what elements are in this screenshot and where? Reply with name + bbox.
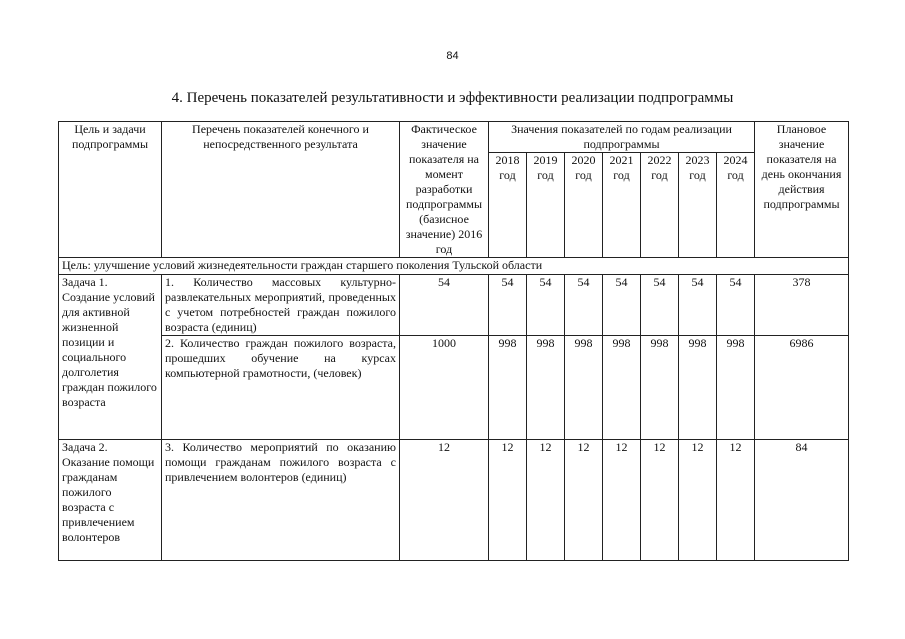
task-2-cell: Задача 2. Оказание помощи гражданам пожилого возраста с привлечением волонтеров	[59, 440, 162, 561]
year-value: 998	[641, 336, 679, 440]
indicator-cell: 1. Количество массовых культурно-развлекательных мероприятий, проведенных с учетом потребностей граждан пожилого возраста (единиц)	[162, 275, 400, 336]
header-years-group: Значения показателей по годам реализации подпрограммы	[489, 122, 755, 153]
year-value: 998	[565, 336, 603, 440]
year-value: 12	[717, 440, 755, 561]
year-value: 54	[603, 275, 641, 336]
year-value: 12	[679, 440, 717, 561]
planned-value: 6986	[755, 336, 849, 440]
year-value: 54	[565, 275, 603, 336]
year-value: 998	[527, 336, 565, 440]
year-value: 998	[603, 336, 641, 440]
year-value: 12	[565, 440, 603, 561]
header-year: 2020 год	[565, 153, 603, 258]
planned-value: 378	[755, 275, 849, 336]
indicators-table	[58, 121, 849, 561]
table-row	[59, 275, 849, 336]
actual-value: 54	[400, 275, 489, 336]
year-value: 12	[527, 440, 565, 561]
header-planned: Плановое значение показателя на день окончания действия подпрограммы	[755, 122, 849, 258]
year-value: 12	[489, 440, 527, 561]
page-number: 84	[446, 50, 459, 62]
indicator-cell: 2. Количество граждан пожилого возраста, прошедших обучение на курсах компьютерной грамотности, (человек)	[162, 336, 400, 440]
planned-value: 84	[755, 440, 849, 561]
indicator-cell: 3. Количество мероприятий по оказанию помощи гражданам пожилого возраста с привлечением волонтеров (единиц)	[162, 440, 400, 561]
header-year: 2023 год	[679, 153, 717, 258]
header-year: 2021 год	[603, 153, 641, 258]
goal-row: Цель: улучшение условий жизнедеятельности граждан старшего поколения Тульской области	[59, 258, 849, 275]
year-value: 54	[489, 275, 527, 336]
table-row	[59, 336, 849, 440]
header-indicators: Перечень показателей конечного и непосредственного результата	[162, 122, 400, 258]
year-value: 54	[641, 275, 679, 336]
section-title: 4. Перечень показателей результативности и эффективности реализации подпрограммы	[171, 90, 734, 106]
year-value: 54	[679, 275, 717, 336]
header-goal: Цель и задачи подпрограммы	[59, 122, 162, 258]
header-actual: Фактическое значение показателя на момент разработки подпрограммы (базисное значение) 2016 год	[400, 122, 489, 258]
year-value: 12	[603, 440, 641, 561]
actual-value: 1000	[400, 336, 489, 440]
header-year: 2022 год	[641, 153, 679, 258]
year-value: 998	[717, 336, 755, 440]
year-value: 998	[489, 336, 527, 440]
header-year: 2019 год	[527, 153, 565, 258]
task-1-cell: Задача 1. Создание условий для активной жизненной позиции и социального долголетия граждан пожилого возраста	[59, 275, 162, 440]
year-value: 54	[527, 275, 565, 336]
header-year: 2018 год	[489, 153, 527, 258]
year-value: 998	[679, 336, 717, 440]
year-value: 12	[641, 440, 679, 561]
actual-value: 12	[400, 440, 489, 561]
table-row	[59, 440, 849, 561]
header-year: 2024 год	[717, 153, 755, 258]
year-value: 54	[717, 275, 755, 336]
